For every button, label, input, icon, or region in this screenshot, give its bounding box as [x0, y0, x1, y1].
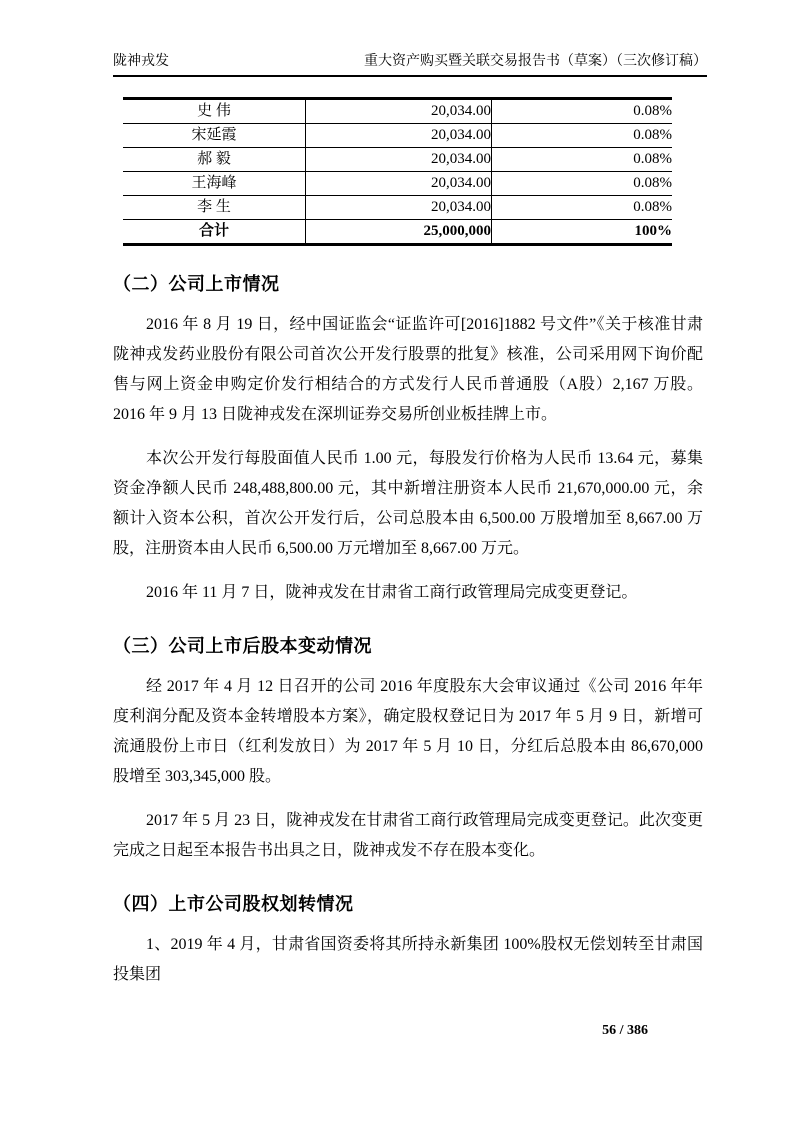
- table-row: [123, 124, 672, 148]
- paragraph: 1、2019 年 4 月，甘肃省国资委将其所持永新集团 100%股权无偿划转至甘肃国投集团: [113, 936, 703, 983]
- section-heading: （四）上市公司股权划转情况: [113, 894, 354, 914]
- cell-shareholder-name: 宋延霞: [123, 124, 306, 148]
- cell-share-percent: 0.08%: [492, 148, 673, 172]
- cell-share-amount: 20,034.00: [306, 172, 492, 196]
- paragraph: 本次公开发行每股面值人民币 1.00 元，每股发行价格为人民币 13.64 元，募集资金净额人民币 248,488,800.00 元，其中新增注册资本人民币 21,670,000.00 元，余额计入资本公积，首次公开发行后，公司总股本由 6,500.00 万股增加至 8,667.00 万股，注册资本由人民币 6,500.00 万元增加至 8,667.00 万元。: [113, 450, 703, 557]
- header-company-short-name: 陇神戎发: [113, 54, 169, 69]
- cell-shareholder-name: 王海峰: [123, 172, 306, 196]
- paragraph: 经 2017 年 4 月 12 日召开的公司 2016 年度股东大会审议通过《公司 2016 年年度利润分配及资本金转增股本方案》，确定股权登记日为 2017 年 5 月 9 日，新增可流通股份上市日（红利发放日）为 2017 年 5 月 10 日，分红后总股本由 86,670,000 股增至 303,345,000 股。: [113, 678, 703, 785]
- cell-shareholder-name: 郝 毅: [123, 148, 306, 172]
- cell-share-amount: 20,034.00: [306, 148, 492, 172]
- shareholder-table: [123, 97, 672, 246]
- cell-shareholder-name: 史 伟: [123, 99, 306, 124]
- cell-share-amount: 20,034.00: [306, 124, 492, 148]
- cell-share-amount: 20,034.00: [306, 99, 492, 124]
- page-number: 56 / 386: [602, 1023, 648, 1038]
- cell-share-percent: 0.08%: [492, 172, 673, 196]
- cell-share-amount: 20,034.00: [306, 196, 492, 220]
- paragraph: 2017 年 5 月 23 日，陇神戎发在甘肃省工商行政管理局完成变更登记。此次变更完成之日起至本报告书出具之日，陇神戎发不存在股本变化。: [113, 812, 703, 859]
- cell-share-percent: 0.08%: [633, 103, 672, 119]
- cell-shareholder-name: 李 生: [123, 196, 306, 220]
- header-document-title: 重大资产购买暨关联交易报告书（草案）（三次修订稿）: [364, 54, 707, 69]
- table-row: [123, 148, 672, 172]
- section-heading: （二）公司上市情况: [113, 274, 280, 294]
- table-total-row: [123, 220, 672, 245]
- page-header: [113, 50, 707, 77]
- section-heading: （三）公司上市后股本变动情况: [113, 636, 372, 656]
- cell-share-percent: 0.08%: [492, 124, 673, 148]
- cell-total-amount: 25,000,000: [306, 220, 492, 245]
- table-row: [123, 196, 672, 220]
- cell-total-percent: 100%: [492, 220, 673, 245]
- paragraph: 2016 年 11 月 7 日，陇神戎发在甘肃省工商行政管理局完成变更登记。: [146, 584, 638, 601]
- paragraph: 2016 年 8 月 19 日，经中国证监会“证监许可[2016]1882 号文件”《关于核准甘肃陇神戎发药业股份有限公司首次公开发行股票的批复》核准，公司采用网下询价配售与网上资金申购定价发行相结合的方式发行人民币普通股（A股）2,167 万股。2016 年 9 月 13 日陇神戎发在深圳证券交易所创业板挂牌上市。: [113, 316, 703, 423]
- page-footer: [602, 1023, 648, 1039]
- section-equity-transfer: [113, 890, 703, 990]
- cell-total-label: 合计: [123, 220, 306, 245]
- cell-share-percent: 0.08%: [492, 196, 673, 220]
- section-share-capital-changes: [113, 632, 703, 866]
- page-content: [113, 97, 703, 1004]
- table-row: [123, 99, 672, 124]
- table-row: [123, 172, 672, 196]
- section-company-listing: [113, 270, 703, 608]
